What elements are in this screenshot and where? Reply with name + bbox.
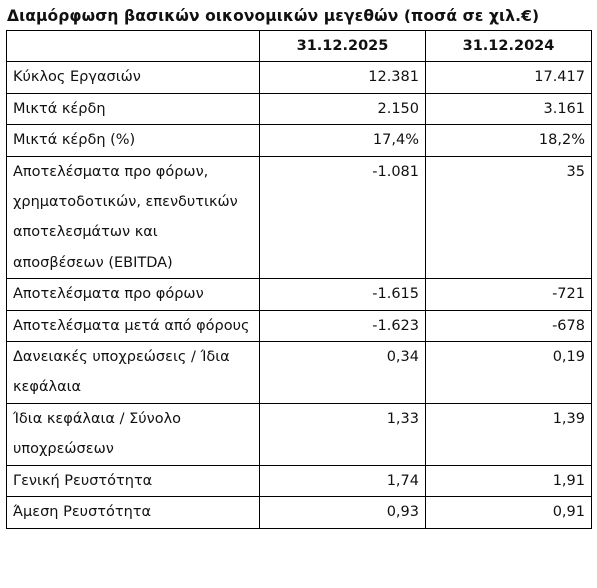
- table-row: [7, 497, 592, 528]
- row-label: Αποτελέσματα προ φόρων, χρηματοδοτικών, επενδυτικών αποτελεσμάτων και αποσβέσεων (EBITDA): [7, 156, 260, 279]
- value-2024: -678: [426, 310, 592, 341]
- value-2024: 17.417: [426, 62, 592, 93]
- table-row: [7, 93, 592, 124]
- row-label: Αποτελέσματα προ φόρων: [7, 279, 260, 310]
- value-2024: 3.161: [426, 93, 592, 124]
- row-label: Αποτελέσματα μετά από φόρους: [7, 310, 260, 341]
- table-row: [7, 156, 592, 279]
- table-row: [7, 62, 592, 93]
- table-row: [7, 465, 592, 496]
- value-2024: 18,2%: [426, 125, 592, 156]
- table-row: [7, 279, 592, 310]
- header-2025: 31.12.2025: [260, 31, 426, 62]
- row-label: Κύκλος Εργασιών: [7, 62, 260, 93]
- value-2025: -1.623: [260, 310, 426, 341]
- value-2025: 1,33: [260, 403, 426, 465]
- row-label: Δανειακές υποχρεώσεις / Ίδια κεφάλαια: [7, 342, 260, 404]
- value-2025: 0,93: [260, 497, 426, 528]
- value-2025: 2.150: [260, 93, 426, 124]
- value-2025: 0,34: [260, 342, 426, 404]
- table-row: [7, 403, 592, 465]
- row-label: Μικτά κέρδη (%): [7, 125, 260, 156]
- table-row: [7, 310, 592, 341]
- row-label: Γενική Ρευστότητα: [7, 465, 260, 496]
- value-2024: 0,19: [426, 342, 592, 404]
- header-label-cell: [7, 31, 260, 62]
- table-row: [7, 342, 592, 404]
- value-2025: 17,4%: [260, 125, 426, 156]
- value-2024: -721: [426, 279, 592, 310]
- page-title: Διαμόρφωση βασικών οικονομικών μεγεθών (ποσά σε χιλ.€): [7, 7, 540, 25]
- table-header-row: [7, 31, 592, 62]
- row-label: Άμεση Ρευστότητα: [7, 497, 260, 528]
- value-2025: -1.615: [260, 279, 426, 310]
- header-2024: 31.12.2024: [426, 31, 592, 62]
- row-label: Μικτά κέρδη: [7, 93, 260, 124]
- value-2024: 1,39: [426, 403, 592, 465]
- value-2025: 1,74: [260, 465, 426, 496]
- table-row: [7, 125, 592, 156]
- value-2024: 1,91: [426, 465, 592, 496]
- value-2025: 12.381: [260, 62, 426, 93]
- row-label: Ίδια κεφάλαια / Σύνολο υποχρεώσεων: [7, 403, 260, 465]
- value-2024: 0,91: [426, 497, 592, 528]
- value-2025: -1.081: [260, 156, 426, 279]
- value-2024: 35: [426, 156, 592, 279]
- financial-table: [6, 30, 592, 529]
